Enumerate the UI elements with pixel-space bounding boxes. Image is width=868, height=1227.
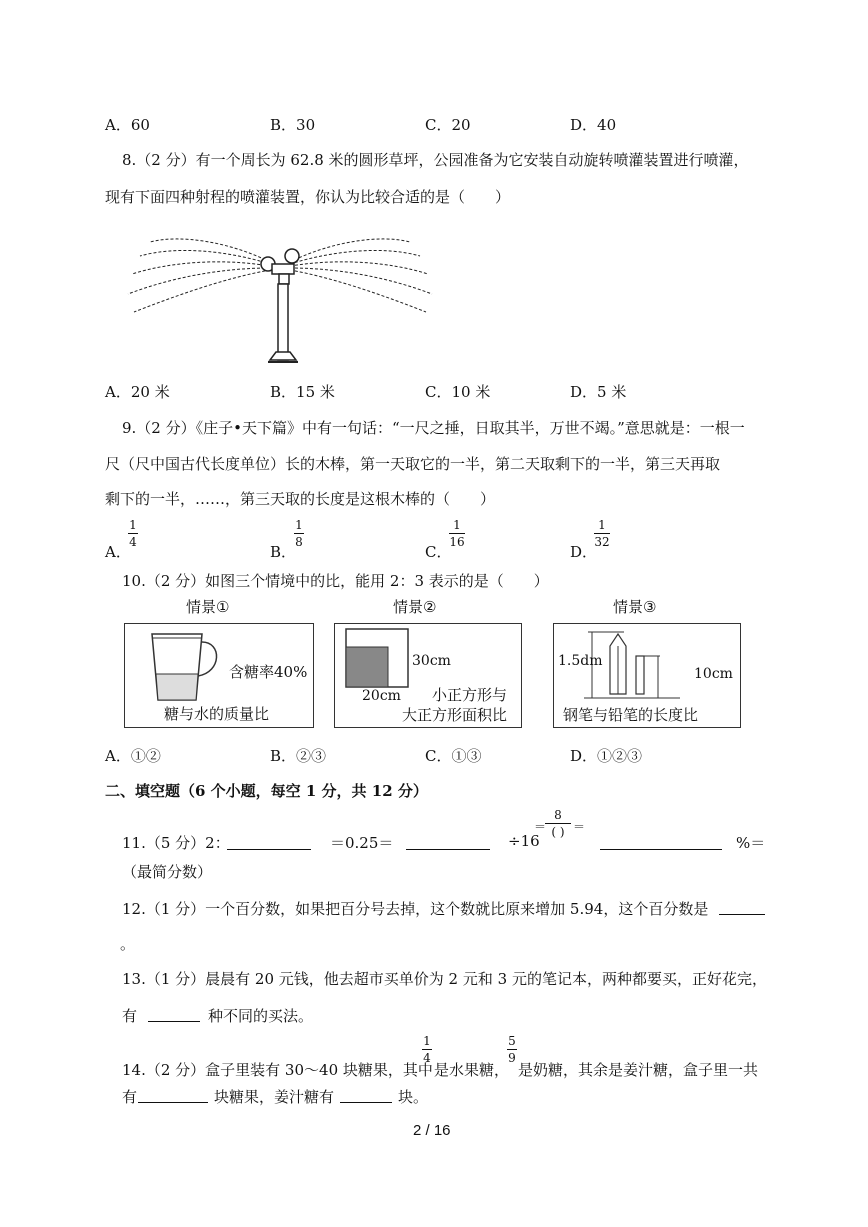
q8-line2: 现有下面四种射程的喷灌装置，你认为比较合适的是（ ）: [105, 188, 511, 206]
q9-option-c-label: C．: [425, 543, 452, 561]
q14-blank2[interactable]: [340, 1085, 392, 1103]
denominator: 9: [508, 1051, 516, 1065]
denominator: 8: [295, 535, 303, 549]
q10-option-b: B．②③: [270, 747, 327, 765]
q13-line1: 13.（1 分）晨晨有 20 元钱，他去超市买单价为 2 元和 3 元的笔记本，两种都要买，正好花完，: [122, 970, 767, 988]
q8-line1: 8.（2 分）有一个周长为 62.8 米的圆形草坪，公园准备为它安装自动旋转喷灌装置进行喷灌，: [122, 151, 749, 169]
q8-option-b: B．15 米: [270, 383, 335, 401]
q11-blank2[interactable]: [406, 832, 490, 850]
q9-option-a-fraction: [128, 518, 138, 549]
q7-option-d: D．40: [570, 116, 617, 134]
q14-blank1[interactable]: [138, 1085, 208, 1103]
q9-line3: 剩下的一半，……，第三天取的长度是这根木棒的（ ）: [105, 490, 496, 508]
q11-eq2: ＝: [534, 820, 547, 834]
q14-fraction2: [507, 1034, 517, 1065]
q13-post: 种不同的买法。: [208, 1007, 314, 1025]
q11-prefix: 11.（5 分）2：: [122, 834, 230, 852]
q10-option-d: D．①②③: [570, 747, 643, 765]
q7-option-b: B．30: [270, 116, 316, 134]
q9-option-d-fraction: [594, 518, 610, 549]
q10-line1: 10.（2 分）如图三个情境中的比，能用 2：3 表示的是（ ）: [122, 572, 549, 590]
q13-pre: 有: [122, 1007, 138, 1025]
squares-figure: [345, 628, 415, 690]
q7-option-c: C．20: [425, 116, 471, 134]
numerator: 1: [598, 518, 606, 532]
scene2-caption2: 大正方形面积比: [402, 706, 508, 724]
q10-option-c: C．①③: [425, 747, 482, 765]
scene1-label: 含糖率40%: [229, 663, 308, 681]
numerator: 1: [453, 518, 461, 532]
q11-tail: （最简分数）: [122, 863, 213, 881]
q11-eq3: ＝: [573, 820, 586, 834]
sprinkler-illustration: [120, 212, 440, 372]
q9-option-a-label: A．: [105, 543, 131, 561]
scene2-small-side: 20cm: [362, 688, 401, 704]
q12-line2: 。: [120, 935, 136, 953]
q9-option-c-fraction: [449, 518, 465, 549]
denominator: 4: [423, 1051, 431, 1065]
numerator: 8: [554, 808, 562, 822]
q12-line1: 12.（1 分）一个百分数，如果把百分号去掉，这个数就比原来增加 5.94，这个百分数是: [122, 900, 709, 918]
q11-fraction: [545, 808, 571, 839]
q9-line2: 尺（尺中国古代长度单位）长的木棒，第一天取它的一半，第二天取剩下的一半，第三天再取: [105, 455, 721, 473]
numerator: 5: [508, 1034, 516, 1048]
page-number: 2 / 16: [413, 1122, 451, 1139]
q9-line1: 9.（2 分）《庄子•天下篇》中有一句话：“一尺之捶，日取其半，万世不竭。”意思就是：一根一: [122, 419, 745, 437]
q11-eq1: ＝0.25＝: [330, 834, 394, 852]
q14-fraction1: [422, 1034, 432, 1065]
q9-option-b-label: B．: [270, 543, 297, 561]
measuring-cup-icon: [146, 628, 226, 704]
denominator: 32: [594, 535, 610, 549]
denominator: 16: [449, 535, 465, 549]
scene3-title: 情景③: [613, 598, 657, 616]
numerator: 1: [423, 1034, 431, 1048]
q14-part1: 14.（2 分）盒子里装有 30～40 块糖果，其中: [122, 1061, 433, 1079]
q14-pre: 有: [122, 1088, 138, 1106]
q8-option-c: C．10 米: [425, 383, 491, 401]
denominator: ( ): [551, 825, 565, 839]
numerator: 1: [129, 518, 137, 532]
scene2-big-side: 30cm: [412, 653, 451, 669]
q14-part3: 是奶糖，其余是姜汁糖，盒子里一共: [518, 1061, 759, 1079]
scene2-title: 情景②: [393, 598, 437, 616]
q11-div: ÷16: [508, 832, 540, 850]
q8-option-a: A．20 米: [105, 383, 170, 401]
scene1-caption: 糖与水的质量比: [164, 705, 270, 723]
q10-option-a: A．①②: [105, 747, 161, 765]
q9-option-d-label: D．: [570, 543, 598, 561]
scene3-height1: 1.5dm: [558, 653, 603, 669]
q14-mid: 块糖果，姜汁糖有: [214, 1088, 335, 1106]
section2-heading: 二、填空题（6 个小题，每空 1 分，共 12 分）: [105, 782, 428, 800]
q11-blank1[interactable]: [227, 832, 311, 850]
q11-pct: %＝: [736, 834, 766, 852]
q9-option-b-fraction: [294, 518, 304, 549]
q12-blank[interactable]: [719, 897, 765, 915]
q14-part2: 是水果糖，: [434, 1061, 510, 1079]
q13-blank[interactable]: [148, 1004, 200, 1022]
scene2-caption1: 小正方形与: [432, 686, 508, 704]
scene1-title: 情景①: [186, 598, 230, 616]
numerator: 1: [295, 518, 303, 532]
scene3-caption: 钢笔与铅笔的长度比: [563, 706, 699, 724]
scene3-height2: 10cm: [694, 666, 733, 682]
q7-option-a: A．60: [105, 116, 150, 134]
q14-post: 块。: [398, 1088, 429, 1106]
denominator: 4: [129, 535, 137, 549]
q11-blank3[interactable]: [600, 832, 722, 850]
q8-option-d: D．5 米: [570, 383, 627, 401]
